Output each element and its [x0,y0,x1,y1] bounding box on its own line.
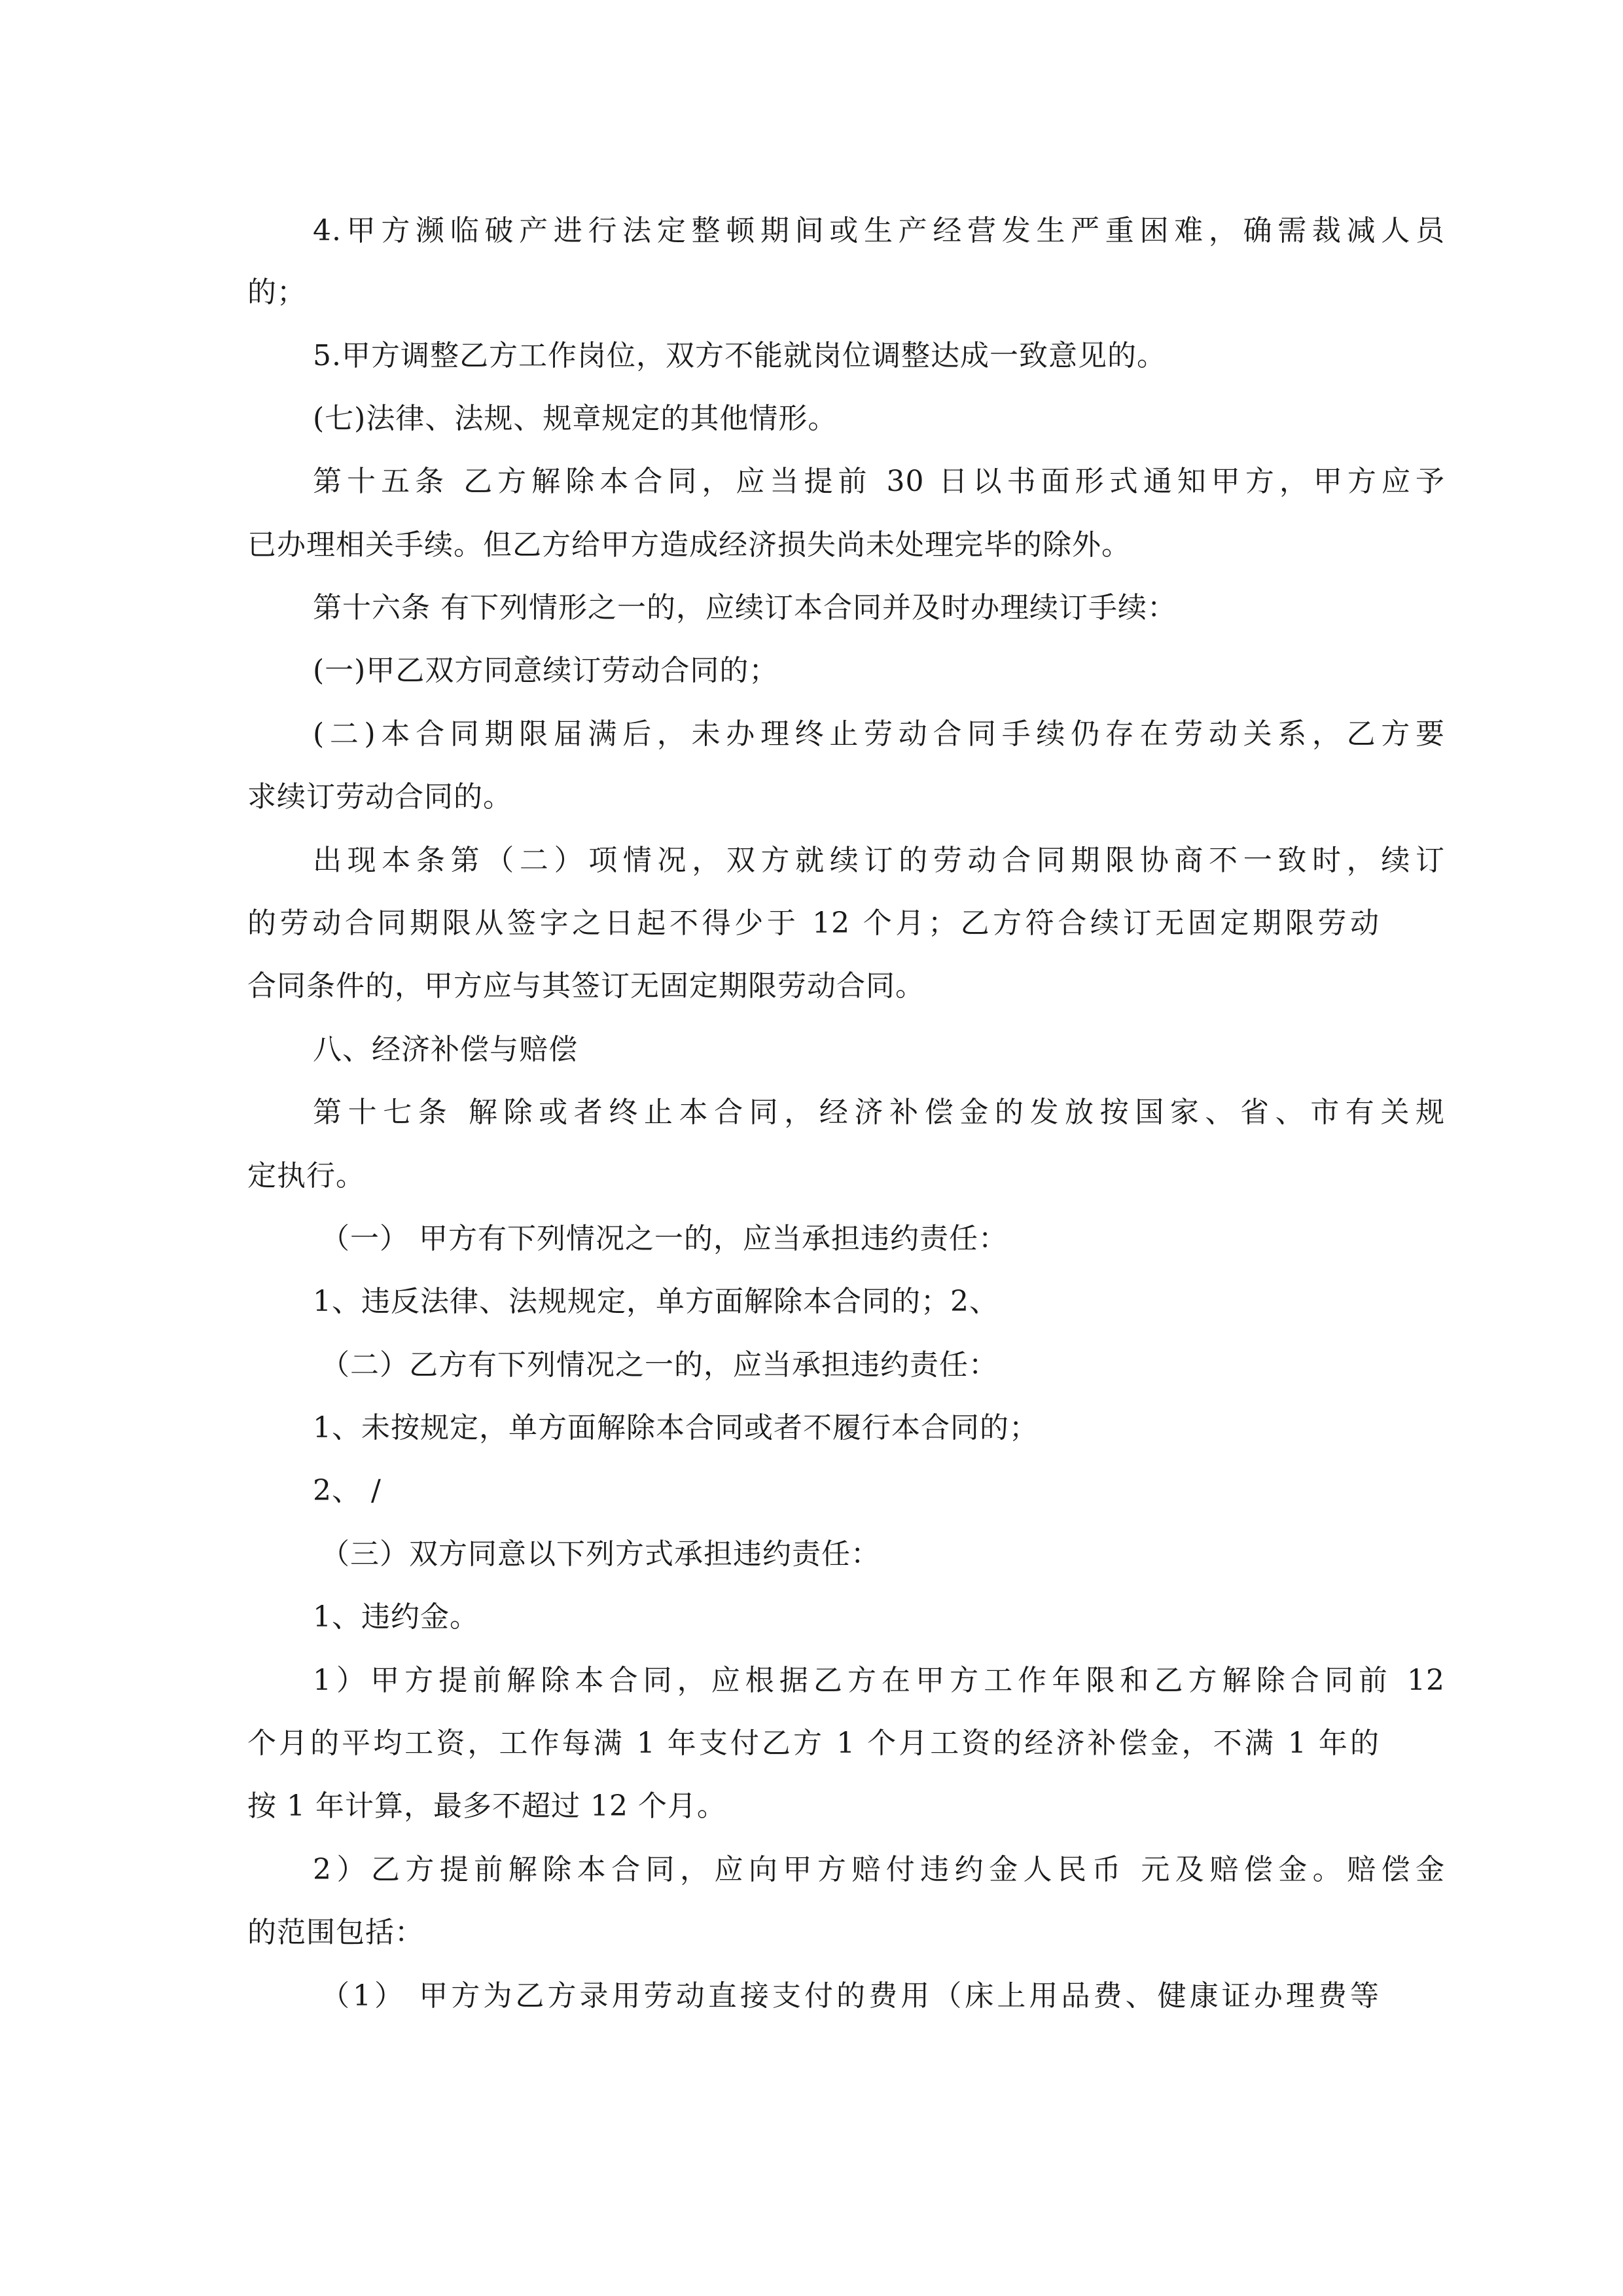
paragraph-line: 第十七条 解除或者终止本合同，经济补偿金的发放按国家、省、市有关规 [313,1096,1445,1129]
paragraph-line: 第十六条 有下列情形之一的，应续订本合同并及时办理续订手续： [313,591,1177,624]
paragraph-line: 的劳动合同期限从签字之日起不得少于 12 个月；乙方符合续订无固定期限劳动 [247,906,1380,940]
paragraph-line: 求续订劳动合同的。 [247,780,512,814]
paragraph-line: 的； [247,276,306,309]
paragraph-line: 2、 / [313,1474,382,1507]
paragraph-line: （二）乙方有下列情况之一的，应当承担违约责任： [321,1348,998,1382]
paragraph-line: 已办理相关手续。但乙方给甲方造成经济损失尚未处理完毕的除外。 [247,528,1131,562]
paragraph-line: (七)法律、法规、规章规定的其他情形。 [313,402,838,435]
paragraph-line: （1） 甲方为乙方录用劳动直接支付的费用（床上用品费、健康证办理费等 [321,1979,1380,2013]
paragraph-line: 的范围包括： [247,1916,424,1949]
paragraph-line: 出现本条第（二）项情况，双方就续订的劳动合同期限协商不一致时，续订 [313,844,1445,877]
paragraph-line: （一） 甲方有下列情况之一的，应当承担违约责任： [321,1222,1008,1255]
paragraph-line: 按 1 年计算，最多不超过 12 个月。 [247,1789,726,1823]
paragraph-line: 定执行。 [247,1159,365,1193]
paragraph-line: 合同条件的，甲方应与其签订无固定期限劳动合同。 [247,969,925,1003]
paragraph-line: (一)甲乙双方同意续订劳动合同的； [313,654,779,687]
paragraph-line: 1、未按规定，单方面解除本合同或者不履行本合同的； [313,1411,1039,1444]
paragraph-line: 第十五条 乙方解除本合同，应当提前 30 日以书面形式通知甲方，甲方应予 [313,465,1445,498]
paragraph-line: 1、违反法律、法规规定，单方面解除本合同的；2、 [313,1285,999,1318]
paragraph-line: 5.甲方调整乙方工作岗位，双方不能就岗位调整达成一致意见的。 [313,339,1166,372]
paragraph-line: 个月的平均工资，工作每满 1 年支付乙方 1 个月工资的经济补偿金，不满 1 年的 [247,1727,1380,1760]
paragraph-line: 2）乙方提前解除本合同，应向甲方赔付违约金人民币 元及赔偿金。赔偿金 [313,1853,1445,1886]
paragraph-line: 1、违约金。 [313,1600,479,1634]
paragraph-line: （三）双方同意以下列方式承担违约责任： [321,1537,880,1571]
section-heading: 八、经济补偿与赔偿 [313,1033,578,1066]
paragraph-line: 4.甲方濒临破产进行法定整顿期间或生产经营发生严重困难，确需裁减人员 [313,214,1445,247]
paragraph-line: (二)本合同期限届满后，未办理终止劳动合同手续仍存在劳动关系，乙方要 [313,717,1445,751]
paragraph-line: 1）甲方提前解除本合同，应根据乙方在甲方工作年限和乙方解除合同前 12 [313,1664,1445,1697]
